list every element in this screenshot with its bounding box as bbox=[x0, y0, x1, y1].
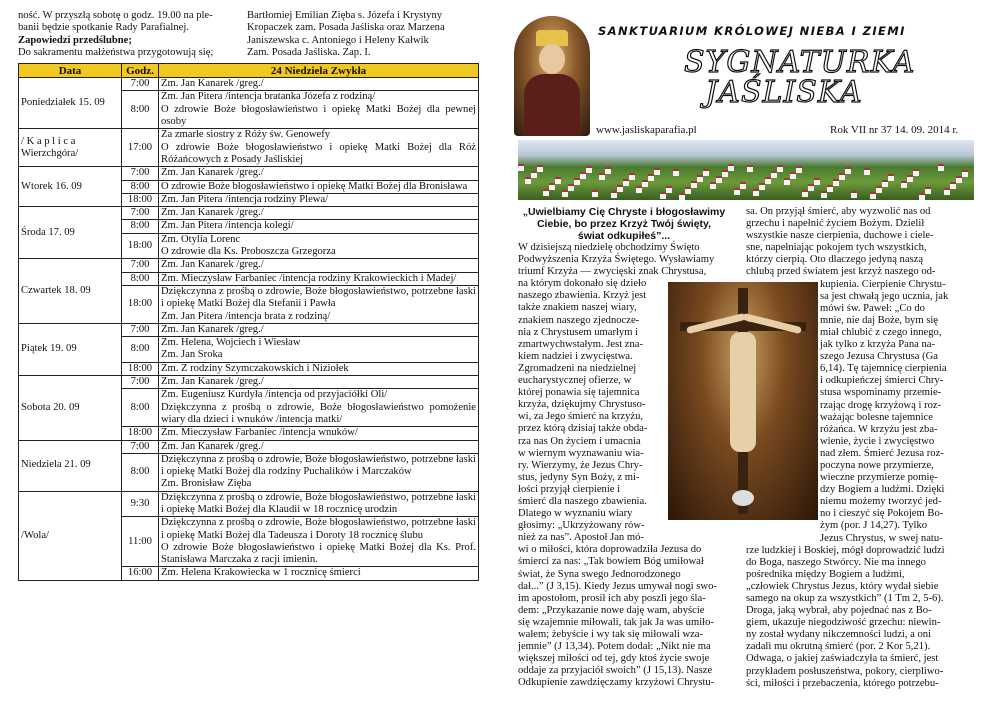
intention-cell bbox=[159, 323, 479, 336]
time-cell: 18:00 bbox=[122, 362, 159, 375]
intention-line: Zm. Helena, Wojciech i Wiesław bbox=[161, 337, 301, 349]
article-line: Zgromadzeni na niedzielnej bbox=[518, 362, 637, 374]
mass-schedule-table bbox=[18, 63, 479, 581]
time-cell: 7:00 bbox=[122, 78, 159, 91]
announcement-line: banii będzie spotkanie Rady Parafialnej. bbox=[18, 22, 189, 34]
intention-cell bbox=[159, 362, 479, 375]
article-line: której ponawia się tajemnica bbox=[518, 387, 640, 399]
article-line: śmierć dla naszego zbawienia. bbox=[518, 495, 647, 507]
article-line: ści, miłości i przebaczenia, którego potrzebu- bbox=[746, 677, 939, 689]
time-cell: 7:00 bbox=[122, 440, 159, 453]
article-line: wieczne przymierze pomię- bbox=[820, 472, 938, 484]
intention-line: O zdrowie Boże błogosławieństwo i opiekę Matki Bożej dla Ks. Prof. Stanisława Marczaka z racji imienin. bbox=[161, 541, 476, 566]
article-line: wi o miłości, która doprowadziła Jezusa do bbox=[518, 544, 702, 556]
article-line: krzyża, dziękujmy Chrystuso- bbox=[518, 399, 646, 411]
intention-line: Zm. Jan Kanarek /greg./ bbox=[161, 440, 264, 452]
intention-line: Zm. Helena Krakowiecka w 1 rocznicę śmierci bbox=[161, 567, 361, 579]
article-line: Dlatego w wyznaniu wiary bbox=[518, 508, 633, 520]
article-line: dem: „Przykazanie nowe daję wam, abyście bbox=[518, 604, 705, 616]
time-cell: 16:00 bbox=[122, 567, 159, 580]
sanctuary-name: SANKTUARIUM KRÓLOWEJ NIEBA I ZIEMI bbox=[598, 24, 906, 38]
time-cell: 11:00 bbox=[122, 517, 159, 567]
intention-line: O zdrowie Boże błogosławieństwo i opiekę Matki Bożej dla Bronisława bbox=[161, 180, 468, 192]
intention-cell bbox=[159, 389, 479, 427]
article-line: stus, jedyny Syn Boży, z mi- bbox=[518, 471, 640, 483]
article-line: nia z Chrystusem umarłym i bbox=[518, 326, 639, 338]
article-line: wi, za Jego śmierć na krzyżu, bbox=[518, 411, 644, 423]
table-row bbox=[19, 129, 479, 167]
intention-line: Zm. Z rodziny Szymczakowskich i Niziołek bbox=[161, 362, 349, 374]
intention-line: Dziękczynna z prośbą o zdrowie, Boże błogosławieństwo, potrzebne łaski i opiekę Matki Bożej dla Klaudii w 18 rocznicę urodzin bbox=[161, 491, 476, 515]
time-cell: 7:00 bbox=[122, 323, 159, 336]
article-line: kiem nadziei i zwycięstwa. bbox=[518, 350, 633, 362]
time-cell: 7:00 bbox=[122, 376, 159, 389]
madonna-image bbox=[514, 16, 590, 136]
intention-line: Zm. Jan Kanarek /greg./ bbox=[161, 78, 264, 90]
article-line: nież za nas”. Apostoł Jan mó- bbox=[518, 532, 644, 544]
article-line: Jezus Chrystus, w swej natu- bbox=[820, 532, 943, 544]
intention-cell bbox=[159, 220, 479, 233]
intention-cell bbox=[159, 427, 479, 440]
intention-line: Dziękczynna z prośbą o zdrowie, Boże błogosławieństwo, potrzebne łaski i opiekę Matki Bożej dla rodziny Puchalików i Marczaków bbox=[161, 453, 476, 478]
intention-cell bbox=[159, 376, 479, 389]
article-line: ważając bolesne tajemnice bbox=[820, 411, 933, 423]
announcement-left bbox=[18, 10, 241, 59]
article-line: sa. On przyjął śmierć, aby wyzwolić nas od bbox=[746, 206, 931, 217]
table-row bbox=[19, 440, 479, 453]
article-line: niemu możemy tworzyć jed- bbox=[820, 496, 942, 508]
article-line: no i cieszyć się Pokojem Bo- bbox=[820, 508, 944, 520]
intention-cell bbox=[159, 272, 479, 285]
intention-line: O zdrowie Boże błogosławieństwo i opiekę Matki Bożej dla pewnej osoby bbox=[161, 103, 476, 128]
time-cell: 18:00 bbox=[122, 285, 159, 323]
intention-line: Zm. Jan Kanarek /greg./ bbox=[161, 376, 264, 388]
article-line: Droga, jaką wybrał, aby pojednać nas z Bo- bbox=[746, 605, 932, 617]
article-line: rzając drogę krzyżową i roz- bbox=[820, 399, 942, 411]
intention-line: Zm. Jan Pitera /intencja rodziny Plewa/ bbox=[161, 193, 329, 205]
article-line: kupienia. Cierpienie Chrystu- bbox=[820, 278, 946, 290]
article-line: dał...” (J 3,15). Kiedy Jezus umywał nogi swo- bbox=[518, 580, 717, 592]
day-cell: Poniedziałek 15. 09 bbox=[19, 78, 122, 129]
article-line: pośrednika między Bogiem a ludźmi, bbox=[746, 568, 905, 580]
intention-cell bbox=[159, 517, 479, 567]
website-link[interactable]: www.jasliskaparafia.pl bbox=[596, 124, 697, 136]
article-line: jemnie” (J 13,34). Potem dodał: „Nikt nie ma bbox=[518, 641, 711, 653]
headline-line: „Uwielbiamy Cię Chryste i błogosławimy bbox=[522, 206, 726, 218]
article-line: do Boga, naszego Stwórcy. Nie ma innego bbox=[746, 556, 926, 568]
time-cell: 8:00 bbox=[122, 389, 159, 427]
article-line: naszego zbawienia. Krzyż jest bbox=[518, 290, 647, 302]
intention-line: Zm. Mieczysław Farbaniec /intencja wnuków/ bbox=[161, 427, 358, 439]
intention-line: Zm. Jan Pitera /intencja bratanka Józefa z rodziną/ bbox=[161, 91, 376, 103]
time-cell: 8:00 bbox=[122, 220, 159, 233]
table-row bbox=[19, 78, 479, 91]
header-intentions: 24 Niedziela Zwykła bbox=[159, 64, 479, 78]
intention-cell bbox=[159, 180, 479, 193]
time-cell: 18:00 bbox=[122, 193, 159, 206]
article-line: na którym dokonało się dzieło bbox=[518, 278, 647, 290]
article-line: i odkupieńczej śmierci Chry- bbox=[820, 375, 944, 387]
article-line: samego na okup za wszystkich” (1 Tm 2, 5-6). bbox=[746, 593, 944, 604]
article-line: ny został wydany nikczemności ludzi, a oni bbox=[746, 629, 932, 641]
article-line: rze ludzkiej i Boskiej, mógł doprowadzić ludzi bbox=[746, 544, 945, 556]
left-page bbox=[18, 10, 478, 581]
intention-line: Zm. Jan Pitera /intencja brata z rodziną/ bbox=[161, 310, 331, 322]
intention-cell bbox=[159, 233, 479, 259]
time-cell: 8:00 bbox=[122, 91, 159, 129]
announcement-right bbox=[247, 10, 478, 59]
crucifixion-image bbox=[668, 282, 818, 520]
intention-line: Zm. Jan Kanarek /greg./ bbox=[161, 207, 264, 219]
intention-cell bbox=[159, 440, 479, 453]
article-line: szego Jezusa Chrystusa (Ga bbox=[820, 351, 938, 363]
article-line: triumf Krzyża — zwycięski znak Chrystusa, bbox=[518, 266, 707, 278]
article-line: mówi św. Paweł: „Co do bbox=[820, 302, 925, 314]
time-cell: 9:30 bbox=[122, 491, 159, 517]
article-line: Odwaga, o jakiej zaświadczyła ta śmierć, jest bbox=[746, 653, 939, 665]
time-cell: 18:00 bbox=[122, 427, 159, 440]
day-cell: Sobota 20. 09 bbox=[19, 376, 122, 440]
intention-cell bbox=[159, 491, 479, 517]
article-line: wszystkie nasze cierpienia, duchowe i ciele- bbox=[746, 230, 934, 242]
time-cell: 8:00 bbox=[122, 272, 159, 285]
article-line: w wiernym wyznawaniu wia- bbox=[518, 447, 644, 459]
time-cell: 7:00 bbox=[122, 167, 159, 180]
intention-cell bbox=[159, 453, 479, 491]
article-line: eucharystycznej ofierze, w bbox=[518, 375, 632, 387]
article-line: dzy Bogiem a ludźmi. Dzięki bbox=[820, 484, 945, 496]
article-line: Podwyższenia Krzyża Świętego. Wysławiamy bbox=[518, 254, 715, 266]
intention-line: Dziękczynna z prośbą o zdrowie, Boże błogosławieństwo, potrzebne łaski i opiekę Matki Bożej dla Tadeusza i Doroty 18 rocznicę ślubu bbox=[161, 517, 476, 541]
article-line: Odkupienie zawdzięczamy krzyżowi Chrystu- bbox=[518, 677, 715, 689]
article-line: zadali mu okrutną śmierć (por. 2 Kor 5,21). bbox=[746, 641, 931, 653]
newsletter-title bbox=[684, 45, 916, 110]
village-panorama-image bbox=[518, 140, 974, 200]
header-time: Godz. bbox=[122, 64, 159, 78]
day-cell: Czwartek 18. 09 bbox=[19, 259, 122, 323]
table-body bbox=[19, 78, 479, 581]
article-line: W dzisiejszą niedzielę obchodzimy Święto bbox=[518, 242, 700, 253]
article-line: większej miłości od tej, gdy ktoś życie swoje bbox=[518, 653, 710, 665]
intention-line: Zm. Jan Kanarek /greg./ bbox=[161, 323, 264, 335]
time-cell: 18:00 bbox=[122, 233, 159, 259]
time-cell: 7:00 bbox=[122, 259, 159, 272]
table-row bbox=[19, 491, 479, 517]
article-line: im apostołom, prosił ich aby poszli jego śla- bbox=[518, 592, 706, 604]
time-cell: 17:00 bbox=[122, 129, 159, 167]
intention-line: Dziękczynna z prośbą o zdrowie, Boże błogosławieństwo pomożenie wiary dla dzieci i wnuków /intencja matki/ bbox=[161, 401, 476, 425]
intention-line: Za zmarłe siostry z Róży św. Genowefy bbox=[161, 129, 331, 141]
article-line: grzechu i napełnić życiem Bożym. Dzielił bbox=[746, 218, 925, 230]
day-cell: Środa 17. 09 bbox=[19, 207, 122, 259]
announcement-line: Kropaczek zam. Posada Jaśliska oraz Marzena bbox=[247, 22, 445, 34]
announcement-line: Do sakramentu małżeństwa przygotowują się; bbox=[18, 46, 214, 58]
intention-line: Zm. Jan Sroka bbox=[161, 349, 223, 361]
time-cell: 8:00 bbox=[122, 453, 159, 491]
article-line: 6,14). Tę tajemnicę cierpienia bbox=[820, 363, 947, 375]
announcements bbox=[18, 10, 478, 59]
table-row bbox=[19, 323, 479, 336]
article-line: wałem; żebyście i wy tak się miłowali wza- bbox=[518, 629, 704, 640]
article-headline bbox=[518, 206, 730, 242]
article-line: różańca. W krzyżu jest zba- bbox=[820, 423, 938, 435]
intention-cell bbox=[159, 193, 479, 206]
intention-cell bbox=[159, 285, 479, 323]
article-line: miał chlubić z czego innego, bbox=[820, 326, 942, 338]
article-line: także znakiem naszej wiary, bbox=[518, 302, 637, 314]
headline-line: Ciebie, bo przez Krzyż Twój święty, bbox=[536, 218, 712, 230]
article-line: wienie, życie i zwycięstwo bbox=[820, 435, 935, 447]
article-line: się wzajemnie miłowali, tak jak Ja was umiło- bbox=[518, 616, 714, 628]
intention-cell bbox=[159, 567, 479, 580]
table-row bbox=[19, 167, 479, 180]
article-line: znakiem naszego zjednocze- bbox=[518, 314, 640, 326]
article-line: łości przyjął cierpienie i bbox=[518, 483, 621, 495]
article-line: chlubą przed światem jest krzyż naszego od- bbox=[746, 266, 936, 278]
intention-line: Zm. Jan Pitera /intencja kolegi/ bbox=[161, 220, 294, 232]
article-line: mnie, nie daj Boże, bym się bbox=[820, 314, 938, 326]
header-date: Data bbox=[19, 64, 122, 78]
intention-line: Zm. Otylia Lorenc bbox=[161, 233, 241, 245]
intention-cell bbox=[159, 167, 479, 180]
intention-line: O zdrowie Boże błogosławieństwo i opiekę Matki Bożej dla Róż Różańcowych z Posady Jaśliskiej bbox=[161, 141, 476, 165]
announcement-line: Janiszewska c. Antoniego i Heleny Kałwik bbox=[247, 34, 429, 46]
day-cell: /Wola/ bbox=[19, 491, 122, 580]
intention-cell bbox=[159, 259, 479, 272]
intention-cell bbox=[159, 78, 479, 91]
announcement-line: ność. W przyszłą sobotę o godz. 19.00 na ple- bbox=[18, 10, 213, 21]
issue-info: Rok VII nr 37 14. 09. 2014 r. bbox=[830, 124, 959, 136]
intention-line: O zdrowie dla Ks. Proboszcza Grzegorza bbox=[161, 246, 336, 258]
table-header-row bbox=[19, 64, 479, 78]
article-line: świat, że Syna swego Jednorodzonego bbox=[518, 568, 681, 580]
article-line: zmartwychwstałym. Jest zna- bbox=[518, 338, 644, 350]
article-line: jak tylko z krzyża Pana na- bbox=[820, 339, 936, 351]
intention-cell bbox=[159, 337, 479, 363]
article-line: nad złem. Śmierć Jezusa roz- bbox=[820, 447, 944, 459]
article-line: przez którą dzisiaj także obda- bbox=[518, 423, 648, 435]
right-page bbox=[514, 0, 978, 702]
table-row bbox=[19, 207, 479, 220]
day-cell: / K a p l i c a Wierzchgóra/ bbox=[19, 129, 122, 167]
day-cell: Wtorek 16. 09 bbox=[19, 167, 122, 207]
article-line: ry. Wierzymy, że Jezus Chry- bbox=[518, 459, 643, 471]
announcement-line: Zam. Posada Jaśliska. Zap. I. bbox=[247, 46, 371, 58]
article-line: śmierci za nas: „Tak bowiem Bóg umiłował bbox=[518, 556, 704, 568]
time-cell: 8:00 bbox=[122, 180, 159, 193]
table-row bbox=[19, 376, 479, 389]
intention-line: Zm. Eugeniusz Kurdyła /intencja od przyjaciółki Oli/ bbox=[161, 389, 388, 401]
article-line: oddaje za przyjaciół swoich” (J 15,13). Nasze bbox=[518, 665, 713, 677]
intention-cell bbox=[159, 129, 479, 167]
intention-line: Zm. Bronisław Zięba bbox=[161, 478, 252, 490]
article-line: rza nas On życiem i umacnia bbox=[518, 435, 641, 447]
article-line: „człowiek Chrystus Jezus, który wydał siebie bbox=[746, 580, 939, 592]
article-line: przykładem posłuszeństwa, pokory, cierpliwo- bbox=[746, 665, 944, 677]
day-cell: Piątek 19. 09 bbox=[19, 323, 122, 375]
title-line-2: JAŚLISKA bbox=[705, 75, 863, 110]
announcement-line: Bartłomiej Emilian Zięba s. Józefa i Krystyny bbox=[247, 10, 443, 21]
intention-line: Zm. Jan Kanarek /greg./ bbox=[161, 259, 264, 271]
article-line: żym (por. J 14,27). Tylko bbox=[820, 520, 928, 532]
article-line: głosimy: „Ukrzyżowany rów- bbox=[518, 520, 645, 532]
article-line: stusa wspominamy przemie- bbox=[820, 387, 942, 399]
time-cell: 8:00 bbox=[122, 337, 159, 363]
intention-line: Dziękczynna z prośbą o zdrowie, Boże błogosławieństwo, potrzebne łaski i opiekę Matki Bożej dla Stefanii i Pawła bbox=[161, 285, 476, 310]
article-line: giem, ukazuje niegodziwość grzechu: niewin- bbox=[746, 617, 941, 629]
article-line: sa jest chwałą jego ucznia, jak bbox=[820, 290, 949, 302]
day-cell: Niedziela 21. 09 bbox=[19, 440, 122, 491]
article-line: którzy cierpią. Oto dlaczego jedyną naszą bbox=[746, 254, 924, 266]
article-line: poczyna nowe przymierze, bbox=[820, 459, 934, 471]
intention-cell bbox=[159, 91, 479, 129]
headline-line: świat odkupiłeś”... bbox=[577, 230, 671, 242]
announcement-heading: Zapowiedzi przedślubne; bbox=[18, 34, 132, 46]
intention-line: Zm. Jan Kanarek /greg./ bbox=[161, 167, 264, 179]
title-line-1: SYGNATURKA bbox=[684, 45, 916, 80]
intention-line: Zm. Mieczysław Farbaniec /intencja rodziny Krakowieckich i Madej/ bbox=[161, 272, 457, 284]
table-row bbox=[19, 259, 479, 272]
time-cell: 7:00 bbox=[122, 207, 159, 220]
intention-cell bbox=[159, 207, 479, 220]
article-line: sne, napełniając pokojem tych wszystkich, bbox=[746, 242, 927, 254]
